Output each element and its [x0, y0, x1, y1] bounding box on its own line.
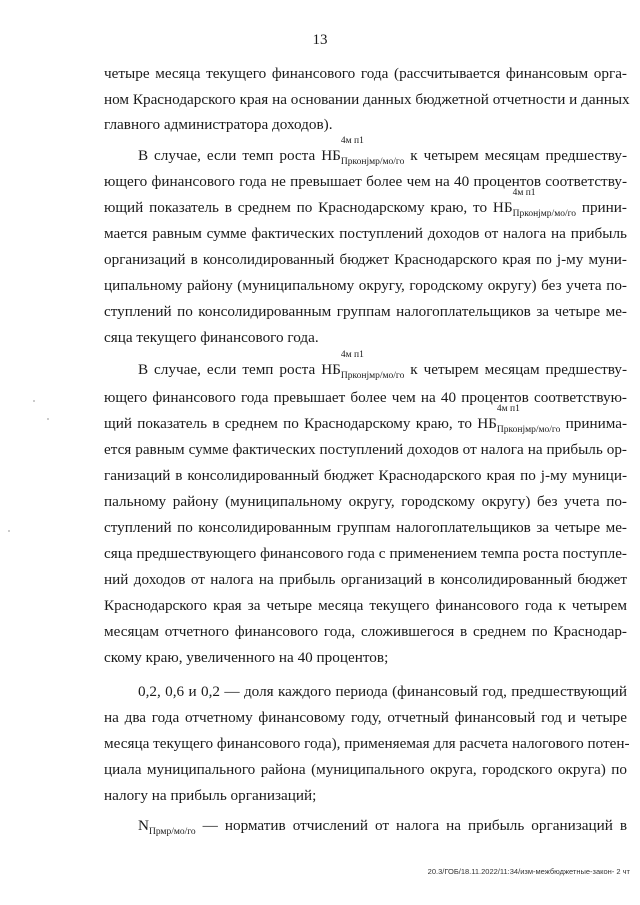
text-line: скому краю, увеличенного на 40 процентов;: [104, 649, 389, 666]
document-footer-stamp: 20.3/ГОБ/18.11.2022/11:34/изм-межбюджетные-закон- 2 чт: [427, 867, 630, 876]
text-line: [138, 136, 628, 167]
text-line: налогу на прибыль организаций;: [104, 787, 317, 804]
nb-formula-symbol: НБ 4м п1 $_{Прконjмр/мо/го}$: [477, 404, 561, 435]
text-line: главного администратора доходов).: [104, 116, 333, 133]
text-line: [138, 816, 627, 836]
text-line: [138, 350, 628, 381]
text-line: циала муниципального района (муниципального округа, городского округа) по: [104, 761, 627, 778]
text-line: ется равным сумме фактических поступлений доходов от налога на прибыль ор-: [104, 441, 627, 458]
n-formula-symbol: $N_{Прмр/мо/го}$: [138, 817, 196, 837]
text-line: ющего финансового года превышает более чем на 40 процентов соответствую-: [104, 389, 627, 406]
scan-speck: [33, 400, 35, 402]
text-line: сяца предшествующего финансового года с применением темпа роста поступле-: [104, 545, 627, 562]
text-fragment: — норматив отчислений от налога на прибыль организаций в: [202, 817, 627, 834]
text-fragment: прини-: [581, 199, 627, 216]
text-line: ступлений по консолидированным группам налогоплательщиков за четыре ме-: [104, 519, 627, 536]
text-line: мается равным сумме фактических поступлений доходов от налога на прибыль: [104, 225, 627, 242]
text-fragment: щий показатель в среднем по Краснодарскому краю, то: [104, 415, 472, 432]
text-line: месяцам отчетного финансового года, сложившегося в среднем по Краснодар-: [104, 623, 627, 640]
text-line: ципальному району (муниципальному округу, городскому округу) без учета по-: [104, 277, 627, 294]
page-number: 13: [312, 32, 328, 48]
text-line: на два года отчетному финансовому году, отчетный финансовый год и четыре: [104, 709, 627, 726]
text-fragment: к четырем месяцам предшеству-: [410, 147, 628, 164]
text-line: [104, 188, 627, 219]
nb-formula-symbol: НБ 4м п1 $_{Прконjмр/мо/го}$: [321, 136, 405, 167]
text-line: [104, 404, 628, 435]
text-line: сяца текущего финансового года.: [104, 329, 319, 346]
nb-formula-symbol: НБ 4м п1 $_{Прконjмр/мо/го}$: [492, 188, 577, 219]
text-line: ний доходов от налога на прибыль организаций в консолидированный бюджет: [104, 571, 627, 588]
text-line: ступлений по консолидированным группам налогоплательщиков за четыре ме-: [104, 303, 627, 320]
text-line: ном Краснодарского края на основании данных бюджетной отчетности и данных: [104, 91, 630, 108]
text-line: Краснодарского края за четыре месяца текущего финансового года к четырем: [104, 597, 627, 614]
text-line: организаций в консолидированный бюджет Краснодарского края по j-му муни-: [104, 251, 627, 268]
text-fragment: ющий показатель в среднем по Краснодарскому краю, то: [104, 199, 488, 216]
text-line: 0,2, 0,6 и 0,2 — доля каждого периода (финансовый год, предшествующий: [138, 683, 627, 700]
text-fragment: В случае, если темп роста: [138, 147, 316, 164]
scan-speck: [8, 530, 10, 532]
nb-formula-symbol: НБ 4м п1 $_{Прконjмр/мо/го}$: [321, 350, 405, 381]
text-line: месяца текущего финансового года), применяемая для расчета налогового потен-: [104, 735, 630, 752]
text-line: пальному району (муниципальному округу, городскому округу) без учета по-: [104, 493, 627, 510]
text-fragment: принима-: [565, 415, 628, 432]
text-fragment: В случае, если темп роста: [138, 361, 316, 378]
text-fragment: к четырем месяцам предшеству-: [410, 361, 628, 378]
text-line: ющего финансового года не превышает более чем на 40 процентов соответству-: [104, 173, 627, 190]
text-line: ганизаций в консолидированный бюджет Краснодарского края по j-му муници-: [104, 467, 627, 484]
text-line: четыре месяца текущего финансового года (рассчитывается финансовым орга-: [104, 65, 627, 82]
scan-speck: [47, 418, 49, 420]
